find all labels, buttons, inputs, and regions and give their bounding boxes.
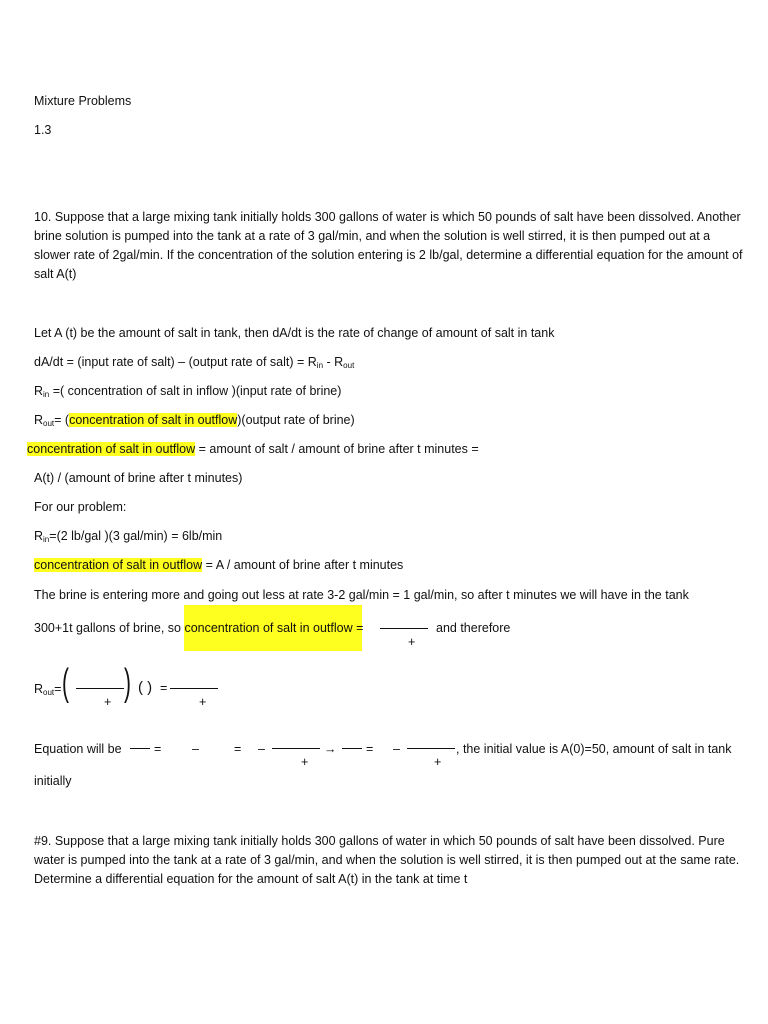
small-parens: ( ) [138, 679, 153, 696]
rin2-r: R [34, 529, 44, 543]
fraction-bar-4 [130, 748, 150, 749]
plus-2: + [104, 695, 112, 709]
dadt-text-b: - R [323, 355, 344, 369]
rin-definition [34, 382, 341, 400]
equals-3: = [234, 742, 242, 756]
highlight-outflow-3: concentration of salt in outflow [34, 558, 203, 572]
rout-r: R [34, 413, 44, 427]
minus-2: – [258, 742, 265, 756]
rout-expression [34, 680, 61, 698]
plus-5: + [434, 755, 442, 769]
plus-1: + [408, 635, 416, 649]
rout2-sub: out [43, 688, 55, 697]
plus-4: + [301, 755, 309, 769]
plus-3: + [199, 695, 207, 709]
initial-value-text: , the initial value is A(0)=50, amount of salt in tank [456, 742, 732, 756]
rout-close: )(output rate of brine) [237, 413, 355, 427]
fraction-bar-3 [170, 688, 218, 689]
rin2-text: =(2 lb/gal )(3 gal/min) = 6lb/min [49, 529, 223, 543]
doc-title: Mixture Problems [34, 94, 132, 108]
fraction-bar-6 [342, 748, 362, 749]
brine-gallons-line [34, 619, 363, 637]
concentration-definition [27, 440, 479, 458]
minus-1: – [192, 742, 199, 756]
problem-10-statement: 10. Suppose that a large mixing tank initially holds 300 gallons of water is which 50 pounds of salt have been dissolved. Another brine solution is pumped into the tank at a rate of 3 gal/min, and when the solution is well stirred, it is then pumped out at a slower rate of 2gal/min. If the concentration of the solution entering is 2 lb/gal, determine a differential equation for the amount of salt A(t) [34, 210, 743, 281]
fraction-bar-7 [407, 748, 455, 749]
concentration-text: = amount of salt / amount of brine after t minutes = [195, 442, 479, 456]
fraction-bar-1 [380, 628, 428, 629]
let-definition: Let A (t) be the amount of salt in tank, then dA/dt is the rate of change of amount of salt in tank [34, 326, 555, 340]
for-our-problem: For our problem: [34, 500, 127, 514]
fraction-bar-2 [76, 688, 124, 689]
at-over-brine: A(t) / (amount of brine after t minutes) [34, 471, 243, 485]
big-paren-close: ) [124, 662, 131, 704]
rout2-r: R [34, 682, 44, 696]
concentration-problem [34, 556, 403, 574]
equation-label: Equation will be [34, 742, 122, 756]
rin2-sub: in [43, 535, 50, 544]
rout2-eq: = [54, 682, 62, 696]
big-paren-open: ( [62, 662, 69, 704]
line300-eq: = [352, 621, 364, 635]
initially-text: initially [34, 774, 72, 788]
rin-r: R [34, 384, 44, 398]
highlight-outflow-2: concentration of salt in outflow [27, 442, 196, 456]
rin-text: =( concentration of salt in inflow )(input rate of brine) [49, 384, 342, 398]
rout-open: = ( [54, 413, 70, 427]
highlight-outflow-1: concentration of salt in outflow [69, 413, 238, 427]
line300-text: 300+1t gallons of brine, so [34, 621, 185, 635]
brine-rate-line: The brine is entering more and going out less at rate 3-2 gal/min = 1 gal/min, so after t minutes we will have in the tank [34, 588, 689, 602]
equals-2: = [154, 742, 162, 756]
dadt-equation [34, 353, 354, 371]
rin-sub: in [43, 390, 50, 399]
dadt-sub-in: in [316, 361, 324, 370]
dadt-text-a: dA/dt = (input rate of salt) – (output rate of salt) = R [34, 355, 317, 369]
arrow: → [324, 742, 337, 756]
highlight-outflow-4: concentration of salt in outflow [184, 621, 353, 635]
rout-definition [34, 411, 355, 429]
fraction-bar-5 [272, 748, 320, 749]
dadt-sub-out: out [343, 361, 355, 370]
problem-9-statement: #9. Suppose that a large mixing tank initially holds 300 gallons of water in which 50 pounds of salt have been dissolved. Pure water is pumped into the tank at a rate of 3 gal/min, and when the solution is well stirred, it is then pumped out at the same rate. Determine a differential equation for the amount of salt A(t) in the tank at time t [34, 834, 740, 886]
equals-4: = [366, 742, 374, 756]
concentration-problem-text: = A / amount of brine after t minutes [202, 558, 404, 572]
equals-1: = [160, 681, 168, 695]
section-number: 1.3 [34, 123, 52, 137]
rin-calculation [34, 527, 222, 545]
rout-sub: out [43, 419, 55, 428]
minus-3: – [393, 742, 400, 756]
and-therefore: and therefore [436, 621, 511, 635]
